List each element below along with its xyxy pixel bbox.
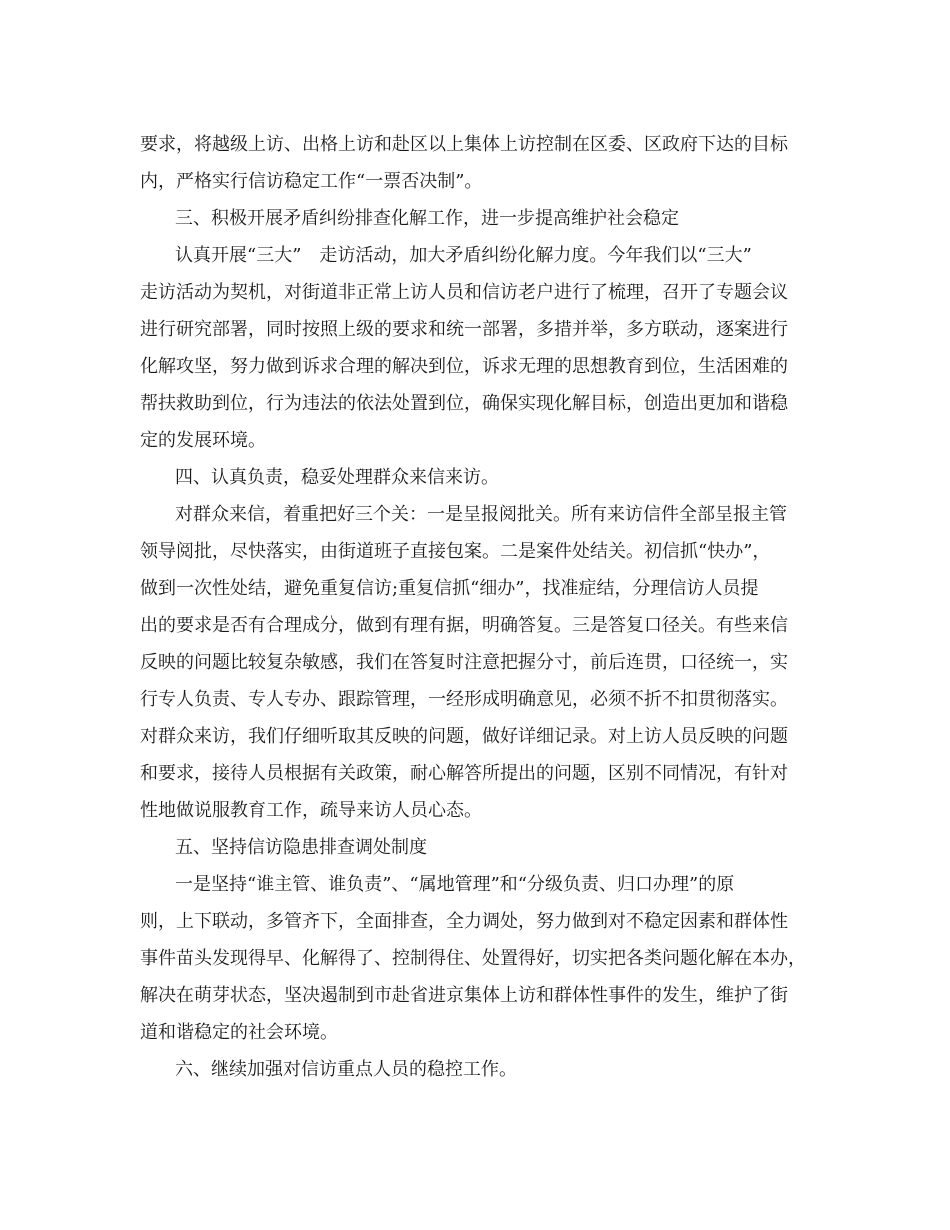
paragraph-line: 则，上下联动，多管齐下，全面排查，全力调处，努力做到对不稳定因素和群体性	[140, 911, 788, 932]
paragraph-line: 帮扶救助到位，行为违法的依法处置到位，确保实现化解目标，创造出更加和谐稳	[140, 393, 788, 414]
paragraph-line: 出的要求是否有合理成分，做到有理有据，明确答复。三是答复口径关。有些来信	[140, 615, 788, 636]
paragraph-line: 解决在萌芽状态，坚决遏制到市赴省进京集体上访和群体性事件的发生，维护了街	[140, 985, 788, 1006]
paragraph-line: 要求，将越级上访、出格上访和赴区以上集体上访控制在区委、区政府下达的目标	[140, 134, 788, 155]
paragraph-line: 行专人负责、专人专办、跟踪管理，一经形成明确意见，必须不折不扣贯彻落实。	[140, 689, 788, 710]
document-body	[140, 126, 820, 1088]
paragraph-line: 定的发展环境。	[140, 430, 266, 451]
paragraph-line: 反映的问题比较复杂敏感，我们在答复时注意把握分寸，前后连贯，口径统一，实	[140, 652, 788, 673]
paragraph-line: 化解攻坚，努力做到诉求合理的解决到位，诉求无理的思想教育到位，生活困难的	[140, 356, 788, 377]
paragraph-line: 领导阅批，尽快落实，由街道班子直接包案。二是案件处结关。初信抓“快办”，	[140, 541, 771, 562]
paragraph-line: 道和谐稳定的社会环境。	[140, 1022, 338, 1043]
paragraph-line: 做到一次性处结，避免重复信访;重复信抓“细办”，找准症结，分理信访人员提	[140, 578, 759, 599]
paragraph-line: 对群众来访，我们仔细听取其反映的问题，做好详细记录。对上访人员反映的问题	[140, 726, 788, 747]
paragraph-line: 对群众来信，着重把好三个关：一是呈报阅批关。所有来访信件全部呈报主管	[175, 504, 787, 525]
paragraph-line: 内，严格实行信访稳定工作“一票否决制”。	[140, 171, 483, 192]
paragraph-line: 四、认真负责，稳妥处理群众来信来访。	[175, 467, 499, 488]
paragraph-line: 进行研究部署，同时按照上级的要求和统一部署，多措并举，多方联动，逐案进行	[140, 319, 788, 340]
paragraph-line: 走访活动为契机，对街道非正常上访人员和信访老户进行了梳理，召开了专题会议	[140, 282, 788, 303]
paragraph-line: 认真开展“三大” 走访活动，加大矛盾纠纷化解力度。今年我们以“三大”	[175, 245, 752, 266]
paragraph-line: 三、积极开展矛盾纠纷排查化解工作，进一步提高维护社会稳定	[175, 208, 679, 229]
paragraph-line: 六、继续加强对信访重点人员的稳控工作。	[175, 1059, 517, 1080]
paragraph-line: 性地做说服教育工作，疏导来访人员心态。	[140, 800, 482, 821]
paragraph-line: 和要求，接待人员根据有关政策，耐心解答所提出的问题，区别不同情况，有针对	[140, 763, 788, 784]
paragraph-line: 事件苗头发现得早、化解得了、控制得住、处置得好，切实把各类问题化解在本办，	[140, 948, 806, 969]
paragraph-line: 五、坚持信访隐患排查调处制度	[175, 837, 427, 858]
paragraph-line: 一是坚持“谁主管、谁负责”、“属地管理”和“分级负责、归口办理”的原	[175, 874, 735, 895]
